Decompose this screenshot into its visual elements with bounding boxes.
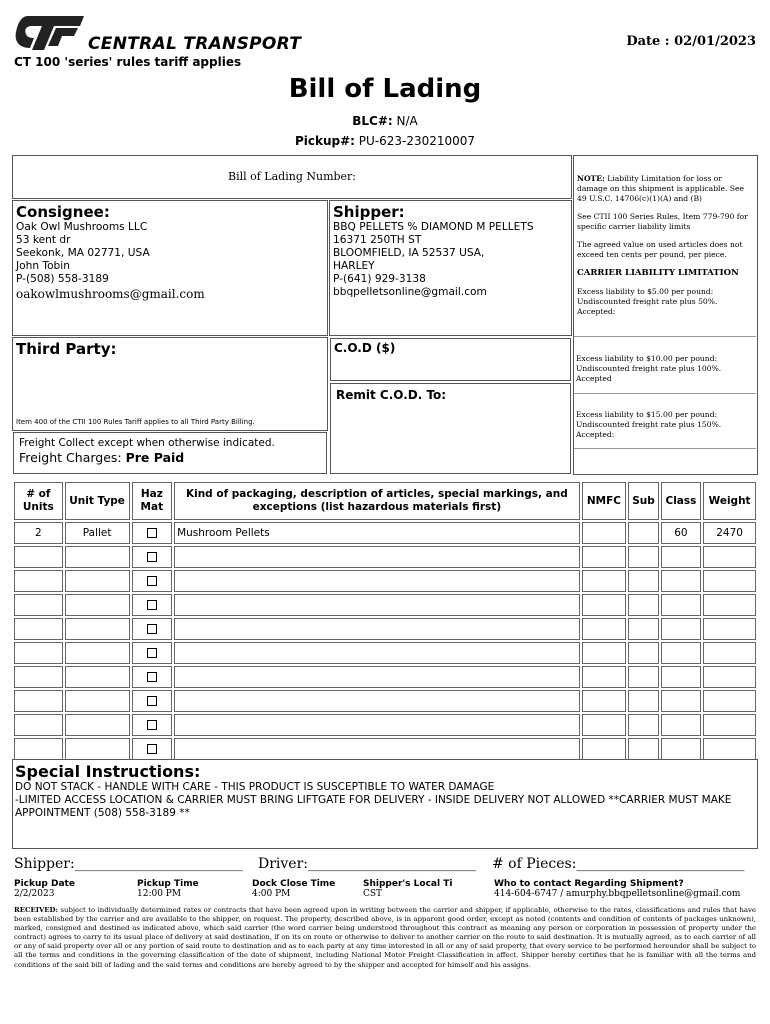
consignee-line: Oak Owl Mushrooms LLC bbox=[16, 221, 148, 233]
unit-type-cell bbox=[65, 642, 130, 664]
table-row bbox=[14, 690, 756, 712]
items-body bbox=[14, 522, 756, 760]
hazmat-cell bbox=[132, 594, 173, 616]
shipper-email: bbqpelletsonline@gmail.com bbox=[333, 286, 487, 298]
agreed-value-note: The agreed value on used articles does not exceed ten cents per pound, per piece. bbox=[577, 240, 743, 259]
excess-divider-2 bbox=[574, 393, 756, 394]
freight-box bbox=[13, 432, 327, 474]
note-text: Liability Limitation for loss or damage on this shipment is applicable. See 49 U.S.C. 14706(c)(1)(A) and (B) bbox=[577, 174, 744, 203]
weight-cell bbox=[703, 690, 756, 712]
weight-cell bbox=[703, 618, 756, 640]
weight-cell bbox=[703, 570, 756, 592]
liability-note bbox=[577, 174, 754, 204]
local-timezone-field bbox=[363, 879, 452, 899]
consignee-box bbox=[12, 200, 328, 336]
unit-type-cell bbox=[65, 570, 130, 592]
unit-type-cell bbox=[65, 714, 130, 736]
driver-signature-line[interactable]: Driver:________________________ bbox=[258, 856, 476, 872]
special-instructions-line: DO NOT STACK - HANDLE WITH CARE - THIS PRODUCT IS SUSCEPTIBLE TO WATER DAMAGE bbox=[15, 781, 495, 793]
unit-type-cell bbox=[65, 546, 130, 568]
shipper-line: P-(641) 929-3138 bbox=[333, 273, 426, 285]
pickup-date-field bbox=[14, 879, 75, 899]
class-cell bbox=[661, 714, 702, 736]
excess-divider-3 bbox=[574, 448, 756, 449]
dock-close-value: 4:00 PM bbox=[252, 889, 291, 899]
hazmat-checkbox[interactable] bbox=[147, 672, 157, 682]
page-title: Bill of Lading bbox=[288, 74, 482, 104]
unit-type-cell bbox=[65, 666, 130, 688]
units-cell bbox=[14, 594, 63, 616]
weight-cell: 2470 bbox=[703, 522, 756, 544]
pickup-date-label: Pickup Date bbox=[14, 879, 75, 889]
nmfc-cell bbox=[582, 522, 627, 544]
document-date: Date : 02/01/2023 bbox=[626, 34, 756, 49]
nmfc-cell bbox=[582, 714, 627, 736]
excess1-line2: Undiscounted freight rate plus 50%. bbox=[577, 297, 718, 306]
weight-cell bbox=[703, 642, 756, 664]
class-cell bbox=[661, 738, 702, 760]
shipper-line: HARLEY bbox=[333, 260, 375, 272]
weight-cell bbox=[703, 714, 756, 736]
consignee-line: 53 kent dr bbox=[16, 234, 71, 246]
unit-type-cell: Pallet bbox=[65, 522, 130, 544]
pickup-time-value: 12:00 PM bbox=[137, 889, 182, 899]
table-header-row bbox=[14, 482, 756, 520]
description-cell bbox=[174, 594, 580, 616]
remit-cod-heading: Remit C.O.D. To: bbox=[336, 388, 447, 402]
special-instructions-line: -LIMITED ACCESS LOCATION & CARRIER MUST BRING LIFTGATE FOR DELIVERY - INSIDE DELIVERY NOT ALLOWED **CARRIER MUST MAKE APPOINTMENT (508) 558-3189 ** bbox=[15, 794, 732, 819]
nmfc-cell bbox=[582, 738, 627, 760]
units-cell bbox=[14, 570, 63, 592]
table-row bbox=[14, 738, 756, 760]
special-instructions-heading: Special Instructions: bbox=[15, 762, 201, 781]
class-cell bbox=[661, 642, 702, 664]
unit-type-cell bbox=[65, 618, 130, 640]
nmfc-cell bbox=[582, 690, 627, 712]
table-row bbox=[14, 618, 756, 640]
bol-number-label: Bill of Lading Number: bbox=[227, 170, 357, 183]
contact-field bbox=[494, 879, 740, 899]
shipper-line: BBQ PELLETS % DIAMOND M PELLETS bbox=[333, 221, 534, 233]
sub-cell bbox=[628, 522, 658, 544]
company-name: CENTRAL TRANSPORT bbox=[88, 34, 302, 54]
units-cell bbox=[14, 546, 63, 568]
freight-charges-value: Pre Paid bbox=[125, 450, 185, 465]
unit-type-cell bbox=[65, 690, 130, 712]
blc-line bbox=[0, 114, 770, 128]
col-haz-mat: Haz Mat bbox=[132, 482, 173, 520]
table-row bbox=[14, 666, 756, 688]
table-row bbox=[14, 642, 756, 664]
class-cell: 60 bbox=[661, 522, 702, 544]
special-instructions-box bbox=[12, 759, 758, 849]
col-units: # of Units bbox=[14, 482, 63, 520]
pickup-line bbox=[0, 134, 770, 148]
hazmat-cell bbox=[132, 666, 173, 688]
excess1-line3: Accepted: bbox=[577, 307, 616, 316]
description-cell bbox=[174, 666, 580, 688]
class-cell bbox=[661, 546, 702, 568]
units-cell bbox=[14, 666, 63, 688]
shipper-signature-line[interactable]: Shipper:________________________ bbox=[14, 856, 243, 872]
hazmat-cell bbox=[132, 570, 173, 592]
hazmat-cell bbox=[132, 738, 173, 760]
excess2-line2: Undiscounted freight rate plus 100%. bbox=[576, 364, 722, 373]
pickup-time-label: Pickup Time bbox=[137, 879, 199, 889]
contact-label: Who to contact Regarding Shipment? bbox=[494, 879, 684, 889]
blc-value: N/A bbox=[396, 114, 418, 128]
freight-charges-label: Freight Charges: bbox=[19, 450, 122, 465]
dock-close-label: Dock Close Time bbox=[252, 879, 336, 889]
description-cell bbox=[174, 642, 580, 664]
sub-cell bbox=[628, 570, 658, 592]
third-party-heading: Third Party: bbox=[16, 340, 117, 358]
received-text: subject to individually determined rates or contracts that have been agreed upon in writing between the carrier and shipper, if applicable, otherwise to the rates, classifications and rules that have been established by the carrier and are available to the shipper, on request. The property, described above, is in apparent good order, except as noted (contents and condition of contents of packages unknown), marked, consigned and destined as indicated above, which said carrier (the word carrier being understood throughout this contract as meaning any person or corporation in possession of property under the contract) agrees to carry to its usual place of delivery at said destination, if on its on route or otherwise to deliver to another carrier on the route to said destination. It is mutually agreed, as to each carrier of all or any of said property over all or any portion of said route to destination and as to each party at any time interested in all or any of said property, that every service to be performed hereunder shall be subject to all the terms and conditions in the governing classification of the date of shipment, including National Motor Freight Classification in affect. Shipper hereby certifies that he is familiar with all the terms and conditions of the said bill of lading and the said terms and conditions are hereby agreed to by the shipper and accepted for himself and his assigns. bbox=[14, 906, 756, 969]
shipper-box bbox=[329, 200, 572, 336]
description-cell bbox=[174, 690, 580, 712]
consignee-line: Seekonk, MA 02771, USA bbox=[16, 247, 150, 259]
cod-box bbox=[330, 338, 571, 381]
class-cell bbox=[661, 690, 702, 712]
unit-type-cell bbox=[65, 738, 130, 760]
cod-heading: C.O.D ($) bbox=[334, 341, 396, 355]
nmfc-cell bbox=[582, 666, 627, 688]
col-sub: Sub bbox=[628, 482, 658, 520]
description-cell bbox=[174, 618, 580, 640]
central-transport-logo bbox=[14, 14, 94, 54]
description-cell bbox=[174, 546, 580, 568]
hazmat-checkbox[interactable] bbox=[147, 696, 157, 706]
weight-cell bbox=[703, 546, 756, 568]
hazmat-checkbox[interactable] bbox=[147, 576, 157, 586]
local-timezone-value: CST bbox=[363, 889, 383, 899]
hazmat-checkbox[interactable] bbox=[147, 720, 157, 730]
col-weight: Weight bbox=[703, 482, 756, 520]
excess3-line1: Excess liability to $15.00 per pound: bbox=[576, 410, 718, 419]
table-row bbox=[14, 570, 756, 592]
col-class: Class bbox=[661, 482, 702, 520]
units-cell bbox=[14, 618, 63, 640]
hazmat-cell bbox=[132, 546, 173, 568]
col-unit-type: Unit Type bbox=[65, 482, 130, 520]
units-cell bbox=[14, 642, 63, 664]
consignee-line: John Tobin bbox=[16, 260, 70, 272]
sub-cell bbox=[628, 690, 658, 712]
units-cell bbox=[14, 738, 63, 760]
received-label: RECEIVED: bbox=[14, 906, 59, 914]
description-cell bbox=[174, 570, 580, 592]
excess2-line3: Accepted bbox=[576, 374, 612, 383]
excess3-line2: Undiscounted freight rate plus 150%. bbox=[576, 420, 722, 429]
pickup-label: Pickup#: bbox=[294, 134, 355, 148]
note-label: NOTE: bbox=[577, 174, 605, 183]
series-rules-note: See CTII 100 Series Rules, Item 779-790 for specific carrier liability limits bbox=[577, 212, 748, 231]
weight-cell bbox=[703, 666, 756, 688]
carrier-liability-heading: CARRIER LIABILITY LIMITATION bbox=[577, 268, 739, 278]
items-table bbox=[12, 480, 758, 762]
sub-cell bbox=[628, 642, 658, 664]
hazmat-checkbox[interactable] bbox=[147, 600, 157, 610]
table-row bbox=[14, 546, 756, 568]
nmfc-cell bbox=[582, 642, 627, 664]
received-terms bbox=[14, 906, 756, 970]
class-cell bbox=[661, 666, 702, 688]
excess2-line1: Excess liability to $10.00 per pound: bbox=[576, 354, 718, 363]
excess1-line1: Excess liability to $5.00 per pound: bbox=[577, 287, 714, 296]
third-party-box bbox=[12, 337, 328, 431]
sub-cell bbox=[628, 738, 658, 760]
table-row bbox=[14, 594, 756, 616]
nmfc-cell bbox=[582, 570, 627, 592]
hazmat-cell bbox=[132, 714, 173, 736]
contact-value: 414-604-6747 / amurphy.bbqpelletsonline@gmail.com bbox=[494, 889, 741, 899]
units-cell bbox=[14, 714, 63, 736]
ct-logo-icon bbox=[14, 14, 86, 52]
hazmat-checkbox[interactable] bbox=[147, 648, 157, 658]
pickup-value: PU-623-230210007 bbox=[358, 134, 476, 148]
pieces-count-line[interactable]: # of Pieces:________________________ bbox=[492, 856, 745, 872]
excess-liability-5 bbox=[577, 287, 754, 317]
table-row bbox=[14, 522, 756, 544]
col-description: Kind of packaging, description of articles, special markings, and exceptions (list hazardous materials first) bbox=[174, 482, 580, 520]
nmfc-cell bbox=[582, 618, 627, 640]
excess-liability-10 bbox=[576, 354, 721, 384]
bol-number-box bbox=[12, 155, 572, 199]
hazmat-cell bbox=[132, 522, 173, 544]
description-cell bbox=[174, 714, 580, 736]
nmfc-cell bbox=[582, 546, 627, 568]
third-party-footnote: Item 400 of the CTII 100 Rules Tariff applies to all Third Party Billing. bbox=[16, 418, 255, 426]
hazmat-checkbox[interactable] bbox=[147, 552, 157, 562]
consignee-line: P-(508) 558-3189 bbox=[16, 273, 109, 285]
sub-cell bbox=[628, 618, 658, 640]
nmfc-cell bbox=[582, 594, 627, 616]
excess3-line3: Accepted: bbox=[576, 430, 615, 439]
consignee-heading: Consignee: bbox=[16, 203, 110, 221]
hazmat-cell bbox=[132, 690, 173, 712]
excess-liability-15 bbox=[576, 410, 721, 440]
class-cell bbox=[661, 570, 702, 592]
freight-collect-note: Freight Collect except when otherwise indicated. bbox=[19, 437, 275, 449]
class-cell bbox=[661, 594, 702, 616]
unit-type-cell bbox=[65, 594, 130, 616]
excess-divider-1 bbox=[574, 336, 756, 337]
shipper-heading: Shipper: bbox=[333, 203, 405, 221]
sub-cell bbox=[628, 666, 658, 688]
units-cell: 2 bbox=[14, 522, 63, 544]
description-cell: Mushroom Pellets bbox=[174, 522, 580, 544]
sub-cell bbox=[628, 714, 658, 736]
sub-cell bbox=[628, 594, 658, 616]
hazmat-checkbox[interactable] bbox=[147, 624, 157, 634]
pickup-date-value: 2/2/2023 bbox=[14, 889, 55, 899]
blc-label: BLC#: bbox=[352, 114, 393, 128]
shipper-line: 16371 250TH ST bbox=[333, 234, 422, 246]
sub-cell bbox=[628, 546, 658, 568]
hazmat-cell bbox=[132, 618, 173, 640]
local-timezone-label: Shipper's Local Ti bbox=[363, 879, 453, 889]
table-row bbox=[14, 714, 756, 736]
hazmat-cell bbox=[132, 642, 173, 664]
shipper-line: BLOOMFIELD, IA 52537 USA, bbox=[333, 247, 485, 259]
freight-charges bbox=[19, 450, 321, 465]
weight-cell bbox=[703, 738, 756, 760]
weight-cell bbox=[703, 594, 756, 616]
pickup-time-field bbox=[137, 879, 199, 899]
tariff-note: CT 100 'series' rules tariff applies bbox=[14, 55, 242, 69]
col-nmfc: NMFC bbox=[582, 482, 627, 520]
hazmat-checkbox[interactable] bbox=[147, 744, 157, 754]
description-cell bbox=[174, 738, 580, 760]
class-cell bbox=[661, 618, 702, 640]
consignee-email: oakowlmushrooms@gmail.com bbox=[16, 287, 205, 301]
dock-close-field bbox=[252, 879, 335, 899]
units-cell bbox=[14, 690, 63, 712]
remit-cod-box bbox=[330, 383, 571, 474]
hazmat-checkbox[interactable] bbox=[147, 528, 157, 538]
